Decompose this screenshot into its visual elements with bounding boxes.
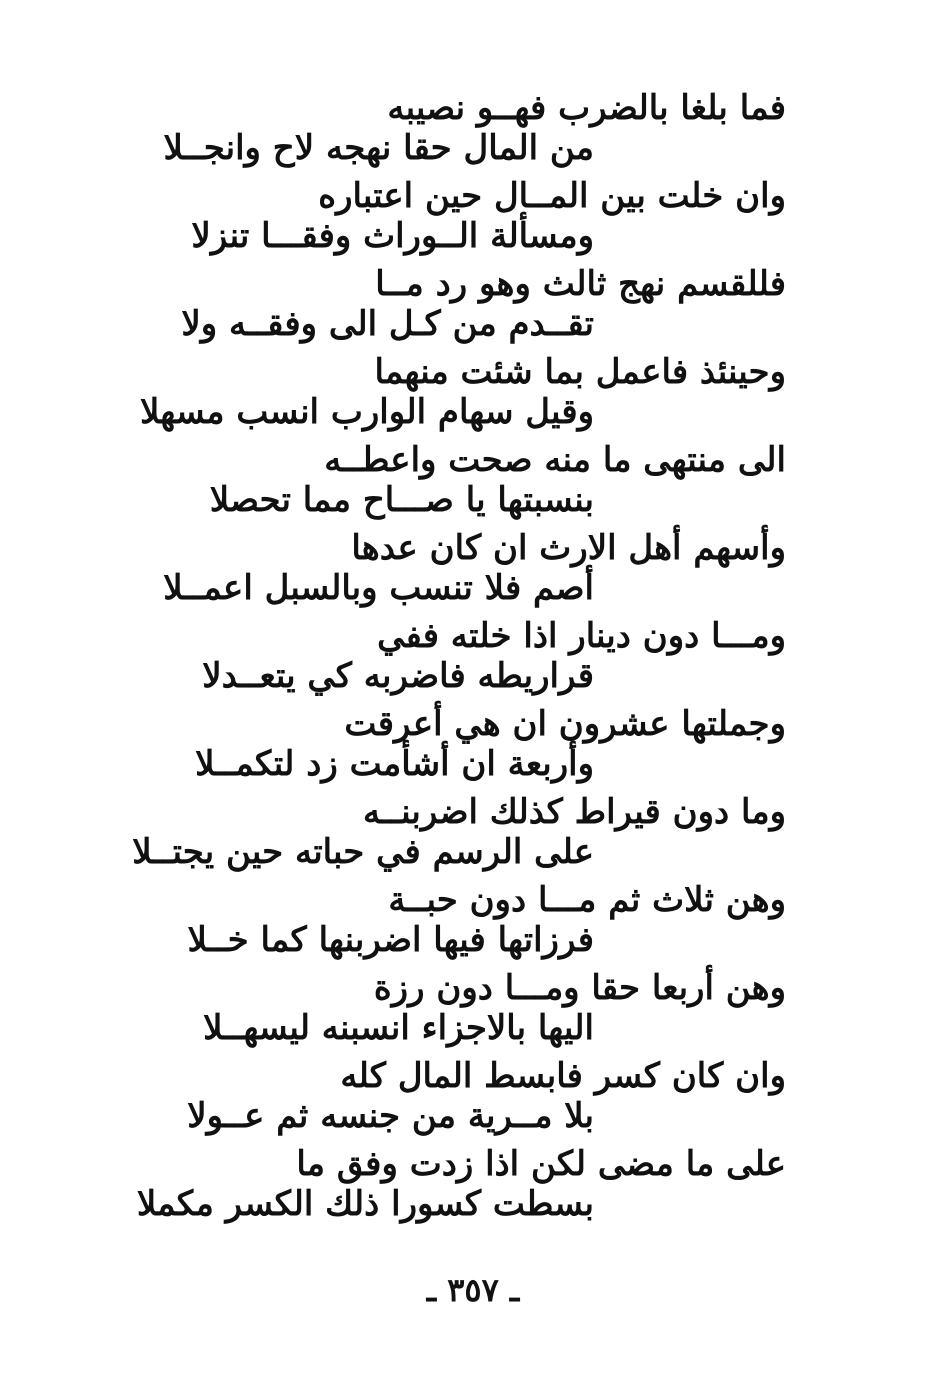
verse-first-hemistich: فللقسم نهج ثالث وهو رد مــا <box>375 264 786 304</box>
verse-second-hemistich: على الرسم في حباته حين يجتــلا <box>132 832 594 872</box>
verse-second-hemistich: وأربعة ان أشأمت زد لتكمــلا <box>195 744 594 784</box>
verse-second-hemistich: وقيل سهام الوارب انسب مسهلا <box>140 392 594 432</box>
verse-stanza <box>0 86 946 174</box>
verse-stanza <box>0 790 946 878</box>
verse-stanza <box>0 262 946 350</box>
verse-first-hemistich: وهن أربعا حقا ومـــا دون رزة <box>373 968 786 1008</box>
verse-second-hemistich: من المال حقا نهجه لاح وانجــلا <box>163 128 594 168</box>
verse-stanza <box>0 614 946 702</box>
verse-second-hemistich: اليها بالاجزاء انسبنه ليسهــلا <box>203 1008 594 1048</box>
verse-first-hemistich: وجملتها عشرون ان هي أعرقت <box>344 704 786 744</box>
verse-stanza <box>0 966 946 1054</box>
verse-stanza <box>0 1054 946 1142</box>
verse-first-hemistich: وان خلت بين المــال حين اعتباره <box>318 176 786 216</box>
verse-second-hemistich: بلا مــرية من جنسه ثم عــولا <box>187 1096 594 1136</box>
verse-first-hemistich: وما دون قيراط كذلك اضربنــه <box>362 792 786 832</box>
verse-stanza <box>0 1142 946 1230</box>
verse-stanza <box>0 174 946 262</box>
verse-second-hemistich: بسطت كسورا ذلك الكسر مكملا <box>136 1184 594 1224</box>
verse-second-hemistich: بنسبتها يا صـــاح مما تحصلا <box>209 480 594 520</box>
verse-second-hemistich: فرزاتها فيها اضربنها كما خــلا <box>187 920 594 960</box>
verse-stanza <box>0 878 946 966</box>
verse-first-hemistich: فما بلغا بالضرب فهــو نصيبه <box>387 88 786 128</box>
verse-first-hemistich: وحينئذ فاعمل بما شئت منهما <box>374 352 786 392</box>
verse-stanza <box>0 526 946 614</box>
verse-second-hemistich: قراريطه فاضربه كي يتعــدلا <box>202 656 594 696</box>
verse-second-hemistich: ومسألة الــوراث وفقـــا تنزلا <box>191 216 594 256</box>
verse-second-hemistich: أصم فلا تنسب وبالسبل اعمــلا <box>163 568 594 608</box>
verse-first-hemistich: الى منتهى ما منه صحت واعطــه <box>324 440 786 480</box>
verse-stanza <box>0 350 946 438</box>
verse-first-hemistich: وهن ثلاث ثم مـــا دون حبــة <box>388 880 786 920</box>
verse-first-hemistich: وان كان كسر فابسط المال كله <box>340 1056 786 1096</box>
verse-stanza <box>0 702 946 790</box>
page-number: ـ ٣٥٧ ـ <box>426 1271 520 1309</box>
verse-second-hemistich: تقــدم من كـل الى وفقــه ولا <box>181 304 594 344</box>
verse-stanza <box>0 438 946 526</box>
verse-first-hemistich: على ما مضى لكن اذا زدت وفق ما <box>296 1144 786 1184</box>
verse-first-hemistich: وأسهم أهل الارث ان كان عدها <box>351 528 786 568</box>
verse-first-hemistich: ومـــا دون دينار اذا خلته ففي <box>377 616 786 656</box>
